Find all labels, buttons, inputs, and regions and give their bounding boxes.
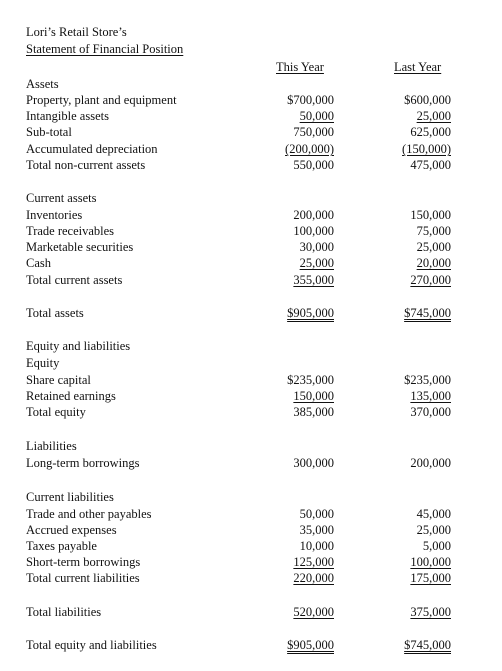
cell-this-year-short-term-borrowings: 125,000 [293,555,334,569]
cell-this-year-total-equity: 385,000 [293,405,334,419]
cell-this-year-total-assets: $905,000 [287,306,334,320]
cell-this-year-accumulated-depreciation: (200,000) [285,142,334,156]
row-label-ppe: Property, plant and equipment [26,93,177,107]
cell-last-year-sub-total: 625,000 [410,125,451,139]
cell-last-year-total-current-assets: 270,000 [410,273,451,287]
row-label-trade-and-other-payables: Trade and other payables [26,507,152,521]
cell-last-year-short-term-borrowings: 100,000 [410,555,451,569]
row-label-total-current-assets: Total current assets [26,273,123,287]
cell-this-year-accrued-expenses: 35,000 [299,523,334,537]
cell-this-year-trade-and-other-payables: 50,000 [299,507,334,521]
row-label-long-term-borrowings: Long-term borrowings [26,456,140,470]
cell-this-year-trade-receivables: 100,000 [293,224,334,238]
cell-this-year-share-capital: $235,000 [287,373,334,387]
row-label-total-liabilities: Total liabilities [26,605,102,619]
cell-last-year-share-capital: $235,000 [404,373,451,387]
cell-last-year-total-assets: $745,000 [404,306,451,320]
row-label-total-current-liabilities: Total current liabilities [26,571,140,585]
cell-this-year-total-current-liabilities: 220,000 [293,571,334,585]
row-label-trade-receivables: Trade receivables [26,224,115,238]
cell-last-year-retained-earnings: 135,000 [410,389,451,403]
cell-this-year-taxes-payable: 10,000 [299,539,334,553]
column-header-last-year: Last Year [394,60,442,74]
cell-this-year-cash: 25,000 [299,256,334,270]
company-name: Lori’s Retail Store’s [26,25,127,39]
statement-title: Statement of Financial Position [26,42,184,56]
cell-this-year-total-non-current-assets: 550,000 [293,158,334,172]
cell-last-year-total-equity-and-liabilities: $745,000 [404,638,451,652]
cell-this-year-inventories: 200,000 [293,208,334,222]
row-label-total-equity-and-liabilities: Total equity and liabilities [26,638,157,652]
row-label-accrued-expenses: Accrued expenses [26,523,117,537]
section-heading-equity-and-liabilities: Equity and liabilities [26,339,131,353]
section-heading-current-liabilities: Current liabilities [26,490,114,504]
cell-this-year-total-current-assets: 355,000 [293,273,334,287]
cell-last-year-cash: 20,000 [416,256,451,270]
cell-last-year-total-equity: 370,000 [410,405,451,419]
cell-last-year-accumulated-depreciation: (150,000) [402,142,451,156]
cell-last-year-trade-receivables: 75,000 [416,224,451,238]
section-heading-equity: Equity [26,356,60,370]
cell-this-year-retained-earnings: 150,000 [293,389,334,403]
cell-last-year-accrued-expenses: 25,000 [416,523,451,537]
cell-this-year-sub-total: 750,000 [293,125,334,139]
row-label-taxes-payable: Taxes payable [26,539,97,553]
cell-last-year-trade-and-other-payables: 45,000 [416,507,451,521]
cell-last-year-intangible-assets: 25,000 [416,109,451,123]
row-label-total-assets: Total assets [26,306,84,320]
cell-this-year-long-term-borrowings: 300,000 [293,456,334,470]
row-label-total-equity: Total equity [26,405,86,419]
section-heading-liabilities: Liabilities [26,439,77,453]
cell-this-year-ppe: $700,000 [287,93,334,107]
cell-last-year-inventories: 150,000 [410,208,451,222]
cell-last-year-ppe: $600,000 [404,93,451,107]
cell-this-year-intangible-assets: 50,000 [299,109,334,123]
row-label-marketable-securities: Marketable securities [26,240,134,254]
cell-this-year-total-equity-and-liabilities: $905,000 [287,638,334,652]
row-label-share-capital: Share capital [26,373,91,387]
cell-this-year-marketable-securities: 30,000 [299,240,334,254]
row-label-short-term-borrowings: Short-term borrowings [26,555,141,569]
row-label-cash: Cash [26,256,51,270]
cell-last-year-long-term-borrowings: 200,000 [410,456,451,470]
row-label-inventories: Inventories [26,208,83,222]
row-label-intangible-assets: Intangible assets [26,109,109,123]
cell-last-year-marketable-securities: 25,000 [416,240,451,254]
cell-last-year-taxes-payable: 5,000 [422,539,451,553]
section-heading-assets: Assets [26,77,59,91]
row-label-total-non-current-assets: Total non-current assets [26,158,146,172]
cell-last-year-total-liabilities: 375,000 [410,605,451,619]
row-label-accumulated-depreciation: Accumulated depreciation [26,142,158,156]
section-heading-current-assets: Current assets [26,191,97,205]
cell-last-year-total-non-current-assets: 475,000 [410,158,451,172]
row-label-sub-total: Sub-total [26,125,72,139]
column-header-this-year: This Year [276,60,324,74]
row-label-retained-earnings: Retained earnings [26,389,116,403]
cell-last-year-total-current-liabilities: 175,000 [410,571,451,585]
cell-this-year-total-liabilities: 520,000 [293,605,334,619]
